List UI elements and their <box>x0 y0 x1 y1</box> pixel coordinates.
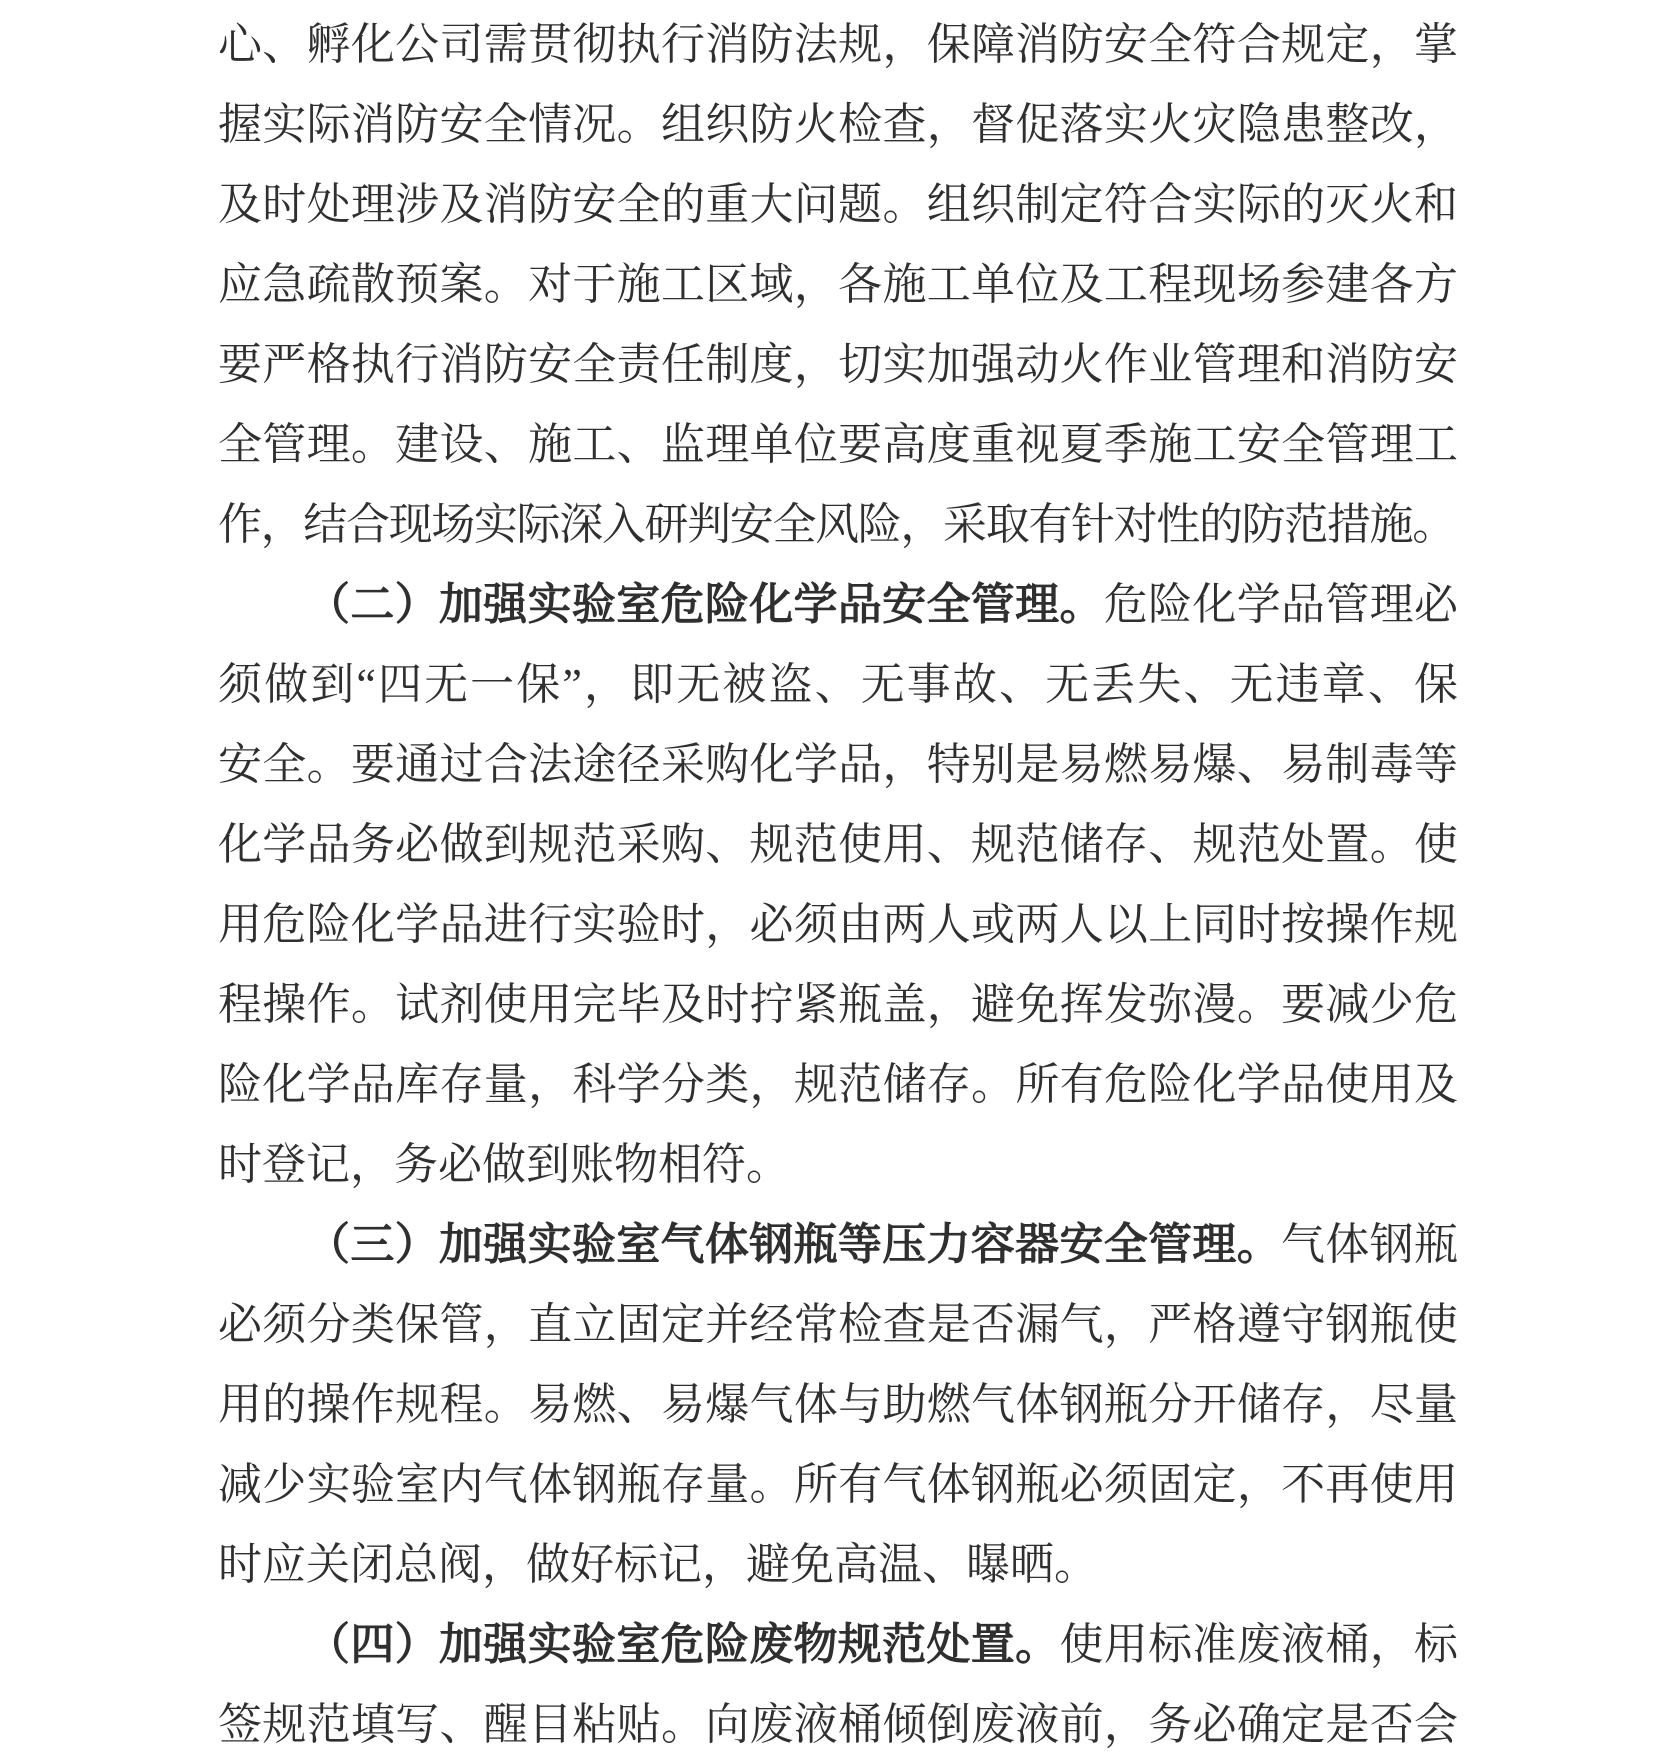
text-line <box>218 1285 1458 1365</box>
text-line-section-3 <box>218 1205 1458 1285</box>
body-text: 心、孵化公司需贯彻执行消防法规，保障消防安全符合规定，掌 <box>218 20 1458 69</box>
text-line <box>218 1685 1458 1763</box>
body-text: 使用标准废液桶，标 <box>1059 1620 1459 1669</box>
body-text: 时登记，务必做到账物相符。 <box>218 1140 790 1189</box>
body-text: 全管理。建设、施工、监理单位要高度重视夏季施工安全管理工 <box>218 420 1458 469</box>
body-text: 签规范填写、醒目粘贴。向废液桶倾倒废液前，务必确定是否会 <box>218 1700 1458 1749</box>
text-line <box>218 5 1458 85</box>
text-line <box>218 805 1458 885</box>
body-text: 危险化学品管理必 <box>1103 580 1459 629</box>
body-text: 化学品务必做到规范采购、规范使用、规范储存、规范处置。使 <box>218 820 1458 869</box>
body-text: 气体钢瓶 <box>1281 1220 1459 1269</box>
body-text: 减少实验室内气体钢瓶存量。所有气体钢瓶必须固定，不再使用 <box>218 1460 1458 1509</box>
body-text: 要严格执行消防安全责任制度，切实加强动火作业管理和消防安 <box>218 340 1458 389</box>
document-text-block <box>218 5 1458 1763</box>
text-line <box>218 1045 1458 1125</box>
text-line <box>218 965 1458 1045</box>
section-heading-3: （三）加强实验室气体钢瓶等压力容器安全管理。 <box>306 1220 1282 1269</box>
body-text: 必须分类保管，直立固定并经常检查是否漏气，严格遵守钢瓶使 <box>218 1300 1458 1349</box>
text-line <box>218 245 1458 325</box>
text-line <box>218 1125 1458 1205</box>
text-line <box>218 485 1458 565</box>
text-line <box>218 405 1458 485</box>
body-text: 险化学品库存量，科学分类，规范储存。所有危险化学品使用及 <box>218 1060 1458 1109</box>
text-line <box>218 165 1458 245</box>
body-text: 用的操作规程。易燃、易爆气体与助燃气体钢瓶分开储存，尽量 <box>218 1380 1458 1429</box>
body-text: 时应关闭总阀，做好标记，避免高温、曝晒。 <box>218 1540 1098 1589</box>
body-text: 应急疏散预案。对于施工区域，各施工单位及工程现场参建各方 <box>218 260 1458 309</box>
text-line <box>218 1445 1458 1525</box>
body-text: 握实际消防安全情况。组织防火检查，督促落实火灾隐患整改， <box>218 100 1458 149</box>
section-heading-4: （四）加强实验室危险废物规范处置。 <box>306 1620 1060 1669</box>
text-line <box>218 325 1458 405</box>
text-line <box>218 885 1458 965</box>
text-line <box>218 1365 1458 1445</box>
text-line-section-4 <box>218 1605 1458 1685</box>
section-heading-2: （二）加强实验室危险化学品安全管理。 <box>306 580 1104 629</box>
text-line <box>218 1525 1458 1605</box>
text-line <box>218 85 1458 165</box>
body-text: 作，结合现场实际深入研判安全风险，采取有针对性的防范措施。 <box>218 500 1455 549</box>
body-text: 程操作。试剂使用完毕及时拧紧瓶盖，避免挥发弥漫。要减少危 <box>218 980 1458 1029</box>
text-line-section-2 <box>218 565 1458 645</box>
body-text: 及时处理涉及消防安全的重大问题。组织制定符合实际的灭火和 <box>218 180 1458 229</box>
text-line <box>218 725 1458 805</box>
body-text: 须做到“四无一保”，即无被盗、无事故、无丢失、无违章、保 <box>218 660 1458 709</box>
body-text: 安全。要通过合法途径采购化学品，特别是易燃易爆、易制毒等 <box>218 740 1458 789</box>
body-text: 用危险化学品进行实验时，必须由两人或两人以上同时按操作规 <box>218 900 1458 949</box>
text-line <box>218 645 1458 725</box>
